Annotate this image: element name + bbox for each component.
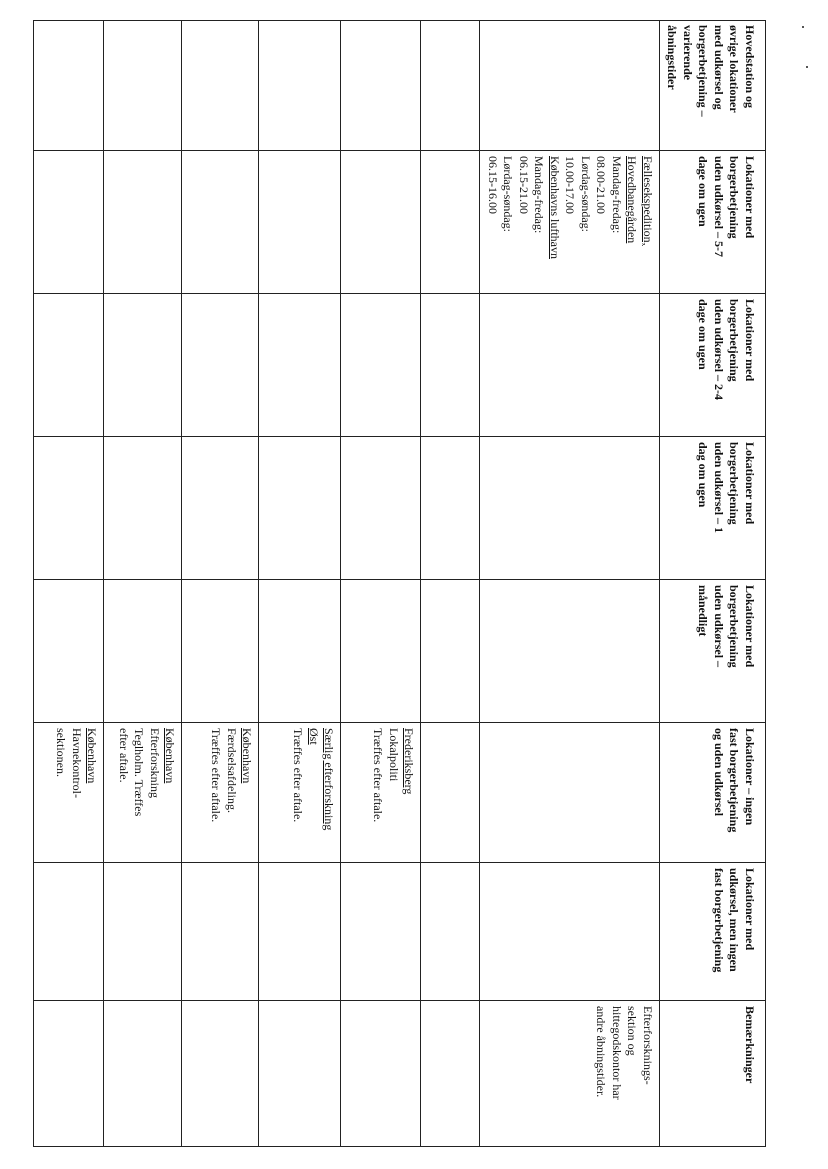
table-row (480, 21, 660, 1147)
table-row (341, 21, 421, 1147)
cell-text-line: fast borgerbetjening (727, 728, 742, 833)
cell-text-line: Bemærkninger (743, 1006, 757, 1084)
header-cell-7 (660, 863, 766, 1001)
header-cell-5 (660, 580, 766, 723)
body-cell-r6-c6 (104, 723, 182, 863)
cell-text-line: dag om ugen (696, 442, 711, 508)
cell-text-line: Fællesekspedition, (641, 156, 655, 246)
cell-text-line: Færdselsafdeling. (225, 728, 239, 813)
cell-text-line: Københavns lufthavn (548, 156, 562, 259)
body-cell-r4-c4 (259, 437, 341, 580)
cell-text-line: Hovedbanegården (625, 156, 640, 244)
cell-text-line: Træffes efter aftale. (291, 728, 306, 823)
cell-text-line: Særlig efterforskning (322, 728, 337, 831)
cell-text-line: Lørdag-søndag: (501, 156, 516, 232)
cell-text-line: sektion og (625, 1006, 640, 1056)
cell-text-line: Efterforskning (148, 728, 162, 798)
table-header-row (660, 21, 766, 1147)
cell-text-line: Lokationer med (743, 442, 757, 525)
cell-text-line: København (163, 728, 178, 784)
cell-text-line: borgerbetjening (727, 442, 742, 525)
cell-text-line: månedligt (696, 585, 711, 637)
body-cell-r7-c2 (34, 151, 104, 294)
body-cell-r1-c4 (480, 437, 660, 580)
table-row (421, 21, 480, 1147)
cell-text-line: øvrige lokationer (727, 25, 742, 113)
body-cell-r4-c8 (259, 1001, 341, 1147)
cell-text-line: 06.15-16.00 (486, 156, 500, 214)
cell-text-line: udkørsel, men ingen (727, 868, 742, 972)
body-cell-r5-c4 (182, 437, 259, 580)
body-cell-r6-c3 (104, 294, 182, 437)
cell-text-line: varierende (681, 25, 695, 81)
table-row (34, 21, 104, 1147)
cell-text-line: Mandag-fredag: (610, 156, 624, 234)
body-cell-r3-c2 (341, 151, 421, 294)
body-cell-r3-c1 (341, 21, 421, 151)
body-cell-r3-c5 (341, 580, 421, 723)
cell-text-line: Lokationer med (743, 868, 757, 951)
cell-text-line: Teglholm. Træffes (132, 728, 147, 817)
body-cell-r6-c1 (104, 21, 182, 151)
body-cell-r4-c7 (259, 863, 341, 1001)
body-cell-r3-c4 (341, 437, 421, 580)
table-row (182, 21, 259, 1147)
scan-dot-top (802, 26, 804, 28)
cell-text-line: uden udkørsel – 2-4 (712, 299, 726, 401)
body-cell-r1-c7 (480, 863, 660, 1001)
body-cell-r7-c8 (34, 1001, 104, 1147)
body-cell-r2-c6 (421, 723, 480, 863)
cell-text-line: dage om ugen (696, 156, 711, 227)
cell-text-line: Lokationer med (743, 299, 757, 382)
body-cell-r4-c6 (259, 723, 341, 863)
cell-text-line: 06.15-21.00 (517, 156, 531, 214)
table-row (104, 21, 182, 1147)
cell-text-line: dage om ugen (696, 299, 711, 370)
body-cell-r1-c5 (480, 580, 660, 723)
body-cell-r2-c3 (421, 294, 480, 437)
cell-text-line: Efterforsknings- (641, 1006, 655, 1085)
cell-text-line: 08.00-21.00 (594, 156, 609, 214)
body-cell-r7-c7 (34, 863, 104, 1001)
body-cell-r4-c5 (259, 580, 341, 723)
cell-text-line: fast borgerbetjening (712, 868, 726, 973)
cell-text-line: borgerbetjening (727, 156, 742, 239)
body-cell-r5-c1 (182, 21, 259, 151)
cell-text-line: Mandag-fredag: (532, 156, 547, 234)
body-cell-r3-c7 (341, 863, 421, 1001)
body-cell-r7-c1 (34, 21, 104, 151)
body-cell-r5-c7 (182, 863, 259, 1001)
cell-text-line: Havnekontrol- (70, 728, 84, 798)
cell-text-line: sektionen. (54, 728, 69, 777)
header-cell-6 (660, 723, 766, 863)
cell-text-line: borgerbetjening (727, 299, 742, 382)
body-cell-r3-c6 (341, 723, 421, 863)
body-cell-r7-c4 (34, 437, 104, 580)
body-cell-r7-c3 (34, 294, 104, 437)
cell-text-line: Lokationer – ingen (743, 728, 757, 826)
cell-text-line: efter aftale. (117, 728, 131, 783)
body-cell-r6-c8 (104, 1001, 182, 1147)
body-cell-r3-c3 (341, 294, 421, 437)
cell-text-line: borgerbetjening – (696, 25, 711, 117)
cell-text-line: Træffes efter aftale. (209, 728, 224, 823)
scan-dot-second (806, 66, 808, 68)
cell-text-line: Frederiksberg (402, 728, 417, 795)
body-cell-r2-c8 (421, 1001, 480, 1147)
cell-text-line: Lokationer med (743, 585, 757, 668)
cell-text-line: Lørdag-søndag: (579, 156, 593, 232)
body-cell-r1-c2 (480, 151, 660, 294)
cell-text-line: hittegodskontor har (610, 1006, 624, 1100)
cell-text-line: med udkørsel og (712, 25, 726, 110)
cell-text-line: Hovedstation og (743, 25, 757, 109)
cell-text-line: uden udkørsel – 1 (712, 442, 726, 534)
body-cell-r5-c6 (182, 723, 259, 863)
body-cell-r6-c2 (104, 151, 182, 294)
cell-text-line: borgerbetjening (727, 585, 742, 668)
rotated-table-container (54, 20, 766, 1146)
header-cell-8 (660, 1001, 766, 1147)
body-cell-r6-c4 (104, 437, 182, 580)
body-cell-r5-c3 (182, 294, 259, 437)
cell-text-line: og uden udkørsel (712, 728, 726, 817)
body-cell-r1-c6 (480, 723, 660, 863)
body-cell-r1-c1 (480, 21, 660, 151)
cell-text-line: Træffes efter aftale. (371, 728, 386, 823)
header-cell-1 (660, 21, 766, 151)
header-cell-2 (660, 151, 766, 294)
cell-text-line: andre åbningstider. (594, 1006, 609, 1098)
body-cell-r2-c4 (421, 437, 480, 580)
body-cell-r1-c8 (480, 1001, 660, 1147)
body-cell-r2-c7 (421, 863, 480, 1001)
body-cell-r6-c5 (104, 580, 182, 723)
body-cell-r4-c3 (259, 294, 341, 437)
body-cell-r5-c2 (182, 151, 259, 294)
cell-text-line: uden udkørsel – (712, 585, 726, 668)
cell-text-line: København (85, 728, 100, 784)
body-cell-r2-c5 (421, 580, 480, 723)
table-row (259, 21, 341, 1147)
body-cell-r6-c7 (104, 863, 182, 1001)
locations-table (34, 20, 767, 1147)
body-cell-r2-c1 (421, 21, 480, 151)
body-cell-r1-c3 (480, 294, 660, 437)
cell-text-line: Lokalpoliti (387, 728, 401, 782)
body-cell-r5-c5 (182, 580, 259, 723)
body-cell-r7-c5 (34, 580, 104, 723)
cell-text-line: Øst (307, 728, 321, 745)
cell-text-line: åbningstider (665, 25, 680, 90)
body-cell-r7-c6 (34, 723, 104, 863)
header-cell-3 (660, 294, 766, 437)
body-cell-r2-c2 (421, 151, 480, 294)
cell-text-line: Lokationer med (743, 156, 757, 239)
body-cell-r4-c2 (259, 151, 341, 294)
cell-text-line: København (240, 728, 255, 784)
cell-text-line: 10.00-17.00 (563, 156, 578, 214)
header-cell-4 (660, 437, 766, 580)
body-cell-r3-c8 (341, 1001, 421, 1147)
body-cell-r4-c1 (259, 21, 341, 151)
cell-text-line: uden udkørsel – 5-7 (712, 156, 726, 258)
body-cell-r5-c8 (182, 1001, 259, 1147)
